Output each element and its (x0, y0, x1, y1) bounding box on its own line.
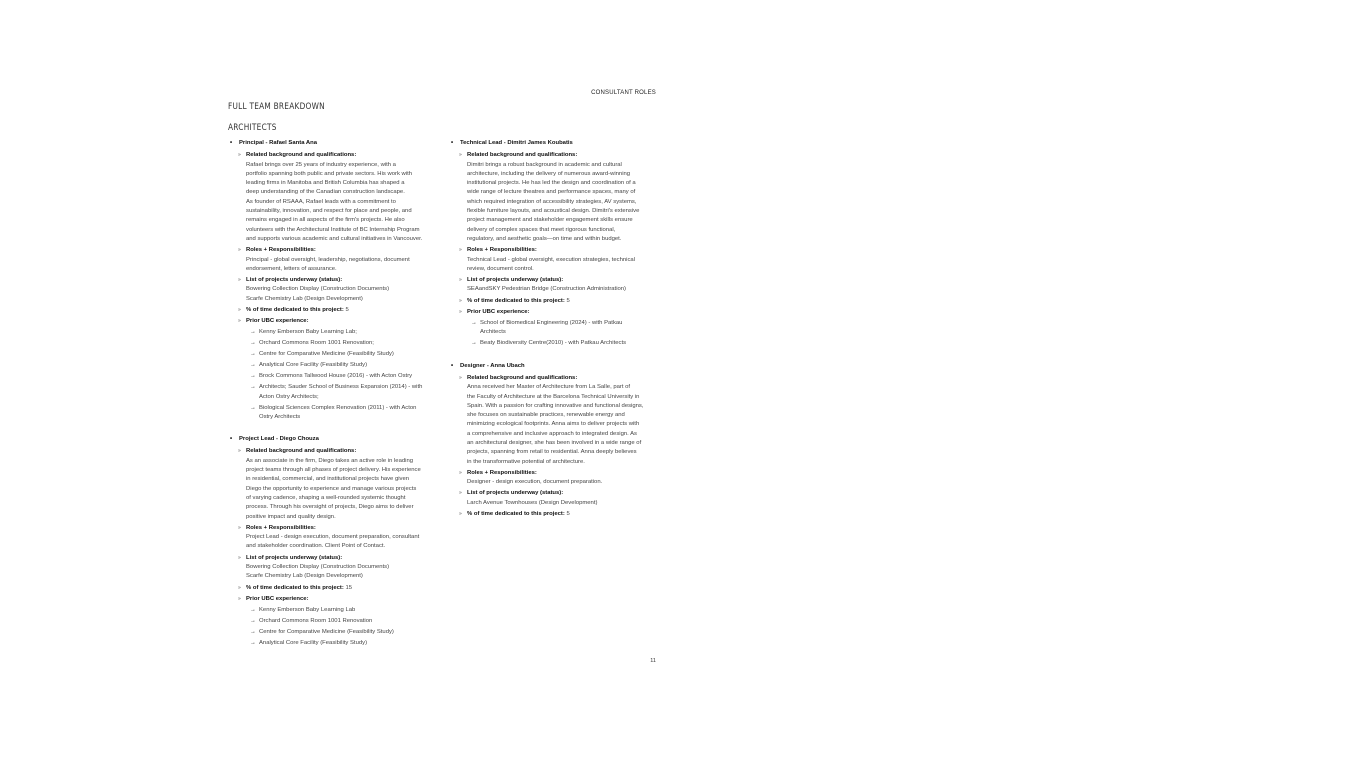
list-item: Centre for Comparative Medicine (Feasibility Study) (259, 628, 394, 635)
section-heading: % of time dedicated to this project: (246, 307, 344, 314)
section-heading: List of projects underway (status): (246, 277, 343, 284)
section-heading: List of projects underway (status): (246, 554, 343, 561)
person-title: Designer - Anna Ubach (460, 362, 525, 369)
arrow-icon: → (250, 373, 256, 380)
list-item: Brock Commons Tallwood House (2016) - with Acton Ostry (259, 373, 413, 380)
section-text: Dimitri brings a robust background in academic and cultural architecture, including the delivery of numerous award-winning institutional projects. He has led the design and coordination of a wide range of lecture theatres and performance spaces, many of which required integration of accessibility strategies, AV systems, flexible furniture layouts, and acoustical design. Dimitri's extensive project management and stakeholder engagement skills ensure delivery of complex spaces that meet rigorous functional, regulatory, and aesthetic goals—on time and within budget. (467, 161, 640, 242)
time-value: 15 (345, 584, 353, 591)
section-heading: Prior UBC experience: (467, 309, 530, 316)
section-text: Designer - design execution, document preparation. (467, 479, 603, 486)
list-item: Kenny Emberson Baby Learning Lab; (259, 329, 357, 336)
section-heading: Roles + Responsibilities: (467, 469, 537, 476)
section-text: Larch Avenue Townhouses (Design Development) (467, 499, 598, 506)
person-principal (230, 139, 435, 422)
arrow-icon: → (250, 362, 256, 369)
page-title: FULL TEAM BREAKDOWN (228, 102, 325, 112)
chevron-icon: » (238, 584, 241, 591)
chevron-icon: » (459, 152, 462, 159)
section-heading: Related background and qualifications: (467, 374, 578, 381)
bullet-icon: • (230, 140, 233, 146)
arrow-icon: → (250, 329, 256, 336)
arrow-icon: → (250, 639, 256, 646)
section-text: Principal - global oversight, leadership, negotiations, document endorsement, letters of assurance. (246, 256, 410, 272)
time-value: 5 (566, 511, 570, 518)
section-text: SEAandSKY Pedestrian Bridge (Construction Administration) (467, 286, 627, 293)
right-column (451, 139, 661, 519)
page-subtitle: ARCHITECTS (228, 123, 277, 133)
section-text: Bowering Collection Display (Construction Documents) Scarfe Chemistry Lab (Design Development) (246, 286, 390, 302)
arrow-icon: → (250, 606, 256, 613)
chevron-icon: » (238, 524, 241, 531)
section-text: Project Lead - design execution, document preparation, consultant and stakeholder coordination. Client Point of Contact. (246, 534, 420, 550)
section-heading: Roles + Responsibilities: (246, 524, 316, 531)
arrow-icon: → (250, 351, 256, 358)
section-heading: Related background and qualifications: (246, 448, 357, 455)
chevron-icon: » (459, 247, 462, 254)
person-technical-lead (451, 139, 661, 349)
chevron-icon: » (459, 374, 462, 381)
chevron-icon: » (459, 469, 462, 476)
section-text: Anna received her Master of Architecture from La Salle, part of the Faculty of Architecture at the Barcelona Technical University in Spain. With a passion for crafting innovative and functional designs, she focuses on sustainable practices, renewable energy and minimizing ecological footprints. Anna aims to deliver projects with a comprehensive and inclusive approach to integrated design. As an architectural designer, she has been involved in a wide range of projects, spanning from retail to residential. Anna deeply believes in the transformative potential of architecture. (467, 384, 644, 465)
arrow-icon: → (250, 617, 256, 624)
list-item: Beaty Biodiversity Centre(2010) - with Patkau Architects (480, 340, 627, 347)
chevron-icon: » (238, 595, 241, 602)
list-item: Kenny Emberson Baby Learning Lab (259, 606, 356, 613)
section-heading: Roles + Responsibilities: (246, 247, 316, 254)
section-text: As an associate in the firm, Diego takes an active role in leading project teams through all phases of project delivery. His experience in residential, commercial, and institutional projects have given Diego the opportunity to experience and manage various projects of varying cadence, shaping a well-rounded systemic thought process. Through his oversight of projects, Diego aims to deliver positive impact and quality design. (246, 457, 421, 520)
chevron-icon: » (238, 152, 241, 159)
person-title: Principal - Rafael Santa Ana (239, 140, 318, 146)
arrow-icon: → (471, 320, 477, 327)
section-heading: Prior UBC experience: (246, 595, 309, 602)
list-item: Orchard Commons Room 1001 Renovation (259, 617, 373, 624)
list-item: Biological Sciences Complex Renovation (2011) - with Acton Ostry Architects (259, 404, 417, 420)
section-heading: List of projects underway (status): (467, 490, 564, 497)
chevron-icon: » (238, 277, 241, 284)
section-heading: List of projects underway (status): (467, 277, 564, 284)
person-project-lead (230, 435, 435, 648)
list-item: Centre for Comparative Medicine (Feasibility Study) (259, 351, 394, 358)
chevron-icon: » (459, 490, 462, 497)
section-heading: % of time dedicated to this project: (467, 297, 565, 304)
person-designer (451, 362, 661, 520)
list-item: School of Biomedical Engineering (2024) - with Patkau Architects (480, 320, 623, 336)
chevron-icon: » (459, 277, 462, 284)
section-text: Bowering Collection Display (Construction Documents) Scarfe Chemistry Lab (Design Development) (246, 563, 390, 580)
arrow-icon: → (250, 340, 256, 347)
section-heading: Prior UBC experience: (246, 318, 309, 325)
left-column (230, 139, 435, 648)
chevron-icon: » (238, 554, 241, 561)
list-item: Analytical Core Facility (Feasibility Study) (259, 362, 368, 369)
chevron-icon: » (238, 307, 241, 314)
list-item: Architects; Sauder School of Business Expansion (2014) - with Acton Ostry Architects; (259, 384, 423, 400)
bullet-icon: • (451, 140, 454, 146)
chevron-icon: » (459, 309, 462, 316)
section-label: CONSULTANT ROLES (591, 90, 656, 96)
list-item: Orchard Commons Room 1001 Renovation; (259, 340, 374, 347)
person-title: Project Lead - Diego Chouza (239, 436, 319, 443)
section-heading: Roles + Responsibilities: (467, 247, 537, 254)
bullet-icon: • (451, 362, 454, 369)
list-item: Analytical Core Facility (Feasibility Study) (259, 639, 368, 646)
arrow-icon: → (250, 404, 256, 411)
chevron-icon: » (238, 448, 241, 455)
arrow-icon: → (250, 628, 256, 635)
section-text: Rafael brings over 25 years of industry experience, with a portfolio spanning both public and private sectors. His work with leading firms in Manitoba and British Columbia has shaped a deep understanding of the Canadian construction landscape. As founder of RSAAA, Rafael leads with a commitment to sustainability, innovation, and respect for place and people, and remains engaged in all aspects of the firm's projects. He also volunteers with the Architectural Institute of BC Internship Program and supports various academic and cultural initiatives in Vancouver. (246, 161, 423, 242)
section-heading: % of time dedicated to this project: (246, 584, 344, 591)
section-heading: Related background and qualifications: (246, 152, 357, 159)
person-title: Technical Lead - Dimitri James Koubatis (460, 140, 573, 146)
bullet-icon: • (230, 436, 233, 443)
time-value: 5 (345, 307, 349, 314)
time-value: 5 (566, 297, 570, 304)
chevron-icon: » (238, 247, 241, 254)
chevron-icon: » (459, 297, 462, 304)
page-number: 11 (650, 658, 656, 664)
chevron-icon: » (238, 318, 241, 325)
chevron-icon: » (459, 511, 462, 518)
arrow-icon: → (250, 384, 256, 391)
section-text: Technical Lead - global oversight, execution strategies, technical review, document control. (467, 256, 635, 272)
section-heading: % of time dedicated to this project: (467, 511, 565, 518)
arrow-icon: → (471, 340, 477, 347)
section-heading: Related background and qualifications: (467, 152, 578, 159)
